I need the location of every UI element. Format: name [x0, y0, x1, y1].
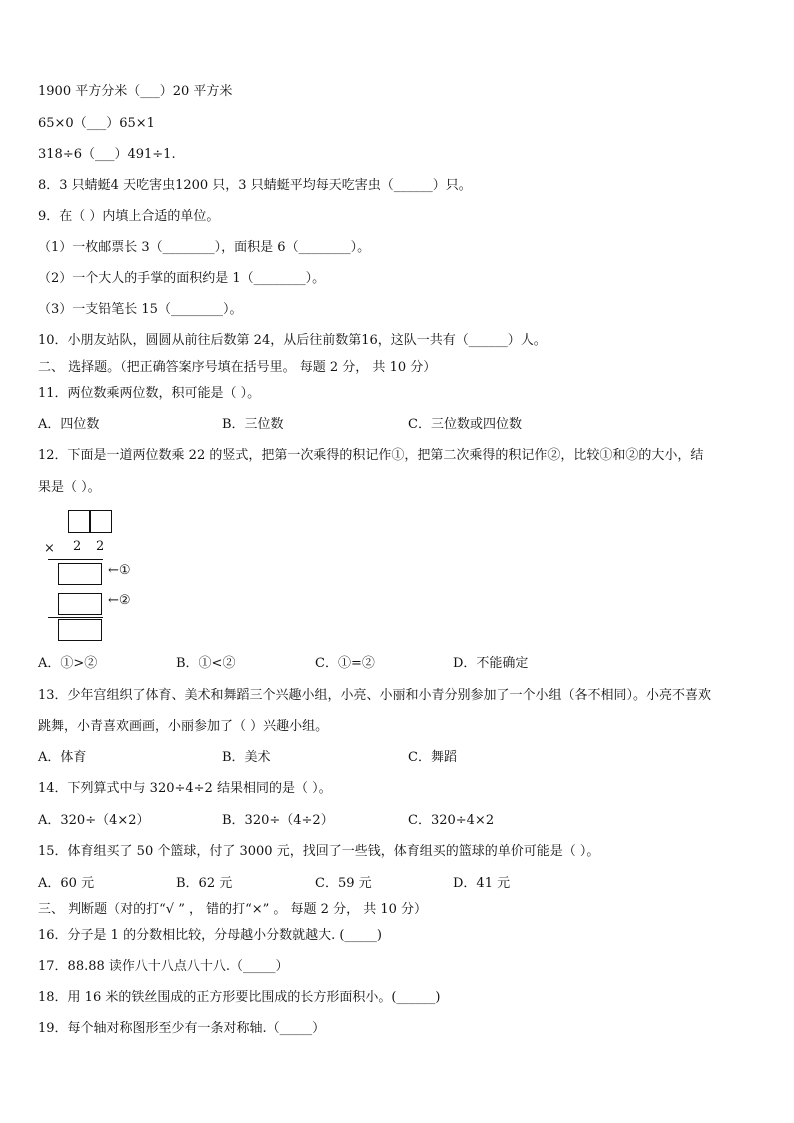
question-9: 9．在（ ）内填上合适的单位。 — [38, 209, 220, 224]
q11-option-b: B．三位数 — [222, 417, 284, 432]
q15-option-b: B．62 元 — [176, 876, 233, 891]
partial-product-box-2 — [58, 593, 102, 615]
question-16: 16．分子是 1 的分数相比较，分母越小分数就越大. (_____) — [38, 928, 382, 943]
q14-option-b: B．320÷（4÷2） — [222, 813, 334, 828]
multiplier-digit-ones: 2 — [96, 539, 105, 554]
question-9-part-2: （2）一个大人的手掌的面积约是 1（________）。 — [38, 271, 326, 286]
q13-option-a: A．体育 — [38, 750, 87, 765]
q12-option-a: A．①>② — [38, 656, 98, 671]
times-sign: × — [44, 541, 55, 556]
question-12-line-1: 12．下面是一道两位数乘 22 的竖式，把第一次乘得的积记作①，把第二次乘得的积记作②，比较①和②的大小，结 — [38, 448, 704, 463]
q12-option-c: C．①=② — [315, 656, 375, 671]
question-8: 8．3 只蜻蜓4 天吃害虫1200 只，3 只蜻蜓平均每天吃害虫（______）只。 — [38, 178, 472, 193]
q14-option-c: C．320÷4×2 — [408, 813, 495, 828]
section-2-heading: 二、 选择题。（把正确答案序号填在括号里。 每题 2 分， 共 10 分） — [38, 360, 437, 375]
question-19: 19．每个轴对称图形至少有一条对称轴.（_____） — [38, 1021, 326, 1036]
comparison-line-3: 318÷6（___）491÷1. — [38, 147, 176, 162]
question-15: 15．体育组买了 50 个篮球，付了 3000 元，找回了一些钱，体育组买的篮球的单价可能是（ ）。 — [38, 844, 600, 859]
question-12-line-2: 果是（ ）。 — [38, 480, 101, 495]
question-9-part-3: （3）一支铅笔长 15（________）。 — [38, 302, 243, 317]
digit-box-ones — [90, 510, 112, 533]
q15-option-a: A．60 元 — [38, 876, 95, 891]
section-3-heading: 三、 判断题（对的打“√ ” ， 错的打“×” 。 每题 2 分， 共 10 分） — [38, 902, 428, 917]
question-13-line-1: 13．少年宫组织了体育、美术和舞蹈三个兴趣小组，小亮、小丽和小青分别参加了一个小组（各不相同）。小亮不喜欢 — [38, 688, 712, 703]
q14-option-a: A．320÷（4×2） — [38, 813, 150, 828]
q11-option-c: C．三位数或四位数 — [408, 417, 522, 432]
q13-option-c: C．舞蹈 — [408, 750, 457, 765]
q12-option-d: D．不能确定 — [453, 656, 529, 671]
question-13-line-2: 跳舞，小青喜欢画画，小丽参加了（ ）兴趣小组。 — [38, 719, 329, 734]
final-product-box — [58, 619, 102, 641]
q12-option-b: B．①<② — [176, 656, 236, 671]
q11-option-a: A．四位数 — [38, 417, 100, 432]
question-14: 14．下列算式中与 320÷4÷2 结果相同的是（ ）。 — [38, 781, 332, 796]
partial-product-box-1 — [58, 563, 102, 585]
q15-option-d: D．41 元 — [453, 876, 511, 891]
multiplier-digit-tens: 2 — [73, 539, 82, 554]
question-18: 18．用 16 米的铁丝围成的正方形要比围成的长方形面积小。(______) — [38, 990, 441, 1005]
rule-line-1 — [48, 559, 103, 560]
vertical-multiplication-figure — [40, 508, 160, 643]
arrow-label-2: ←② — [108, 593, 131, 608]
digit-box-tens — [68, 510, 90, 533]
question-17: 17．88.88 读作八十八点八十八.（_____） — [38, 959, 289, 974]
q13-option-b: B．美术 — [222, 750, 271, 765]
question-10: 10．小朋友站队，圆圆从前往后数第 24，从后往前数第16，这队一共有（______）人。 — [38, 333, 547, 348]
question-11: 11．两位数乘两位数，积可能是（ ）。 — [38, 386, 261, 401]
question-9-part-1: （1）一枚邮票长 3（________），面积是 6（________）。 — [38, 240, 371, 255]
arrow-label-1: ←① — [108, 563, 131, 578]
comparison-line-1: 1900 平方分米（___）20 平方米 — [38, 84, 233, 99]
rule-line-2 — [48, 617, 103, 618]
q15-option-c: C．59 元 — [315, 876, 372, 891]
comparison-line-2: 65×0（___）65×1 — [38, 116, 155, 131]
